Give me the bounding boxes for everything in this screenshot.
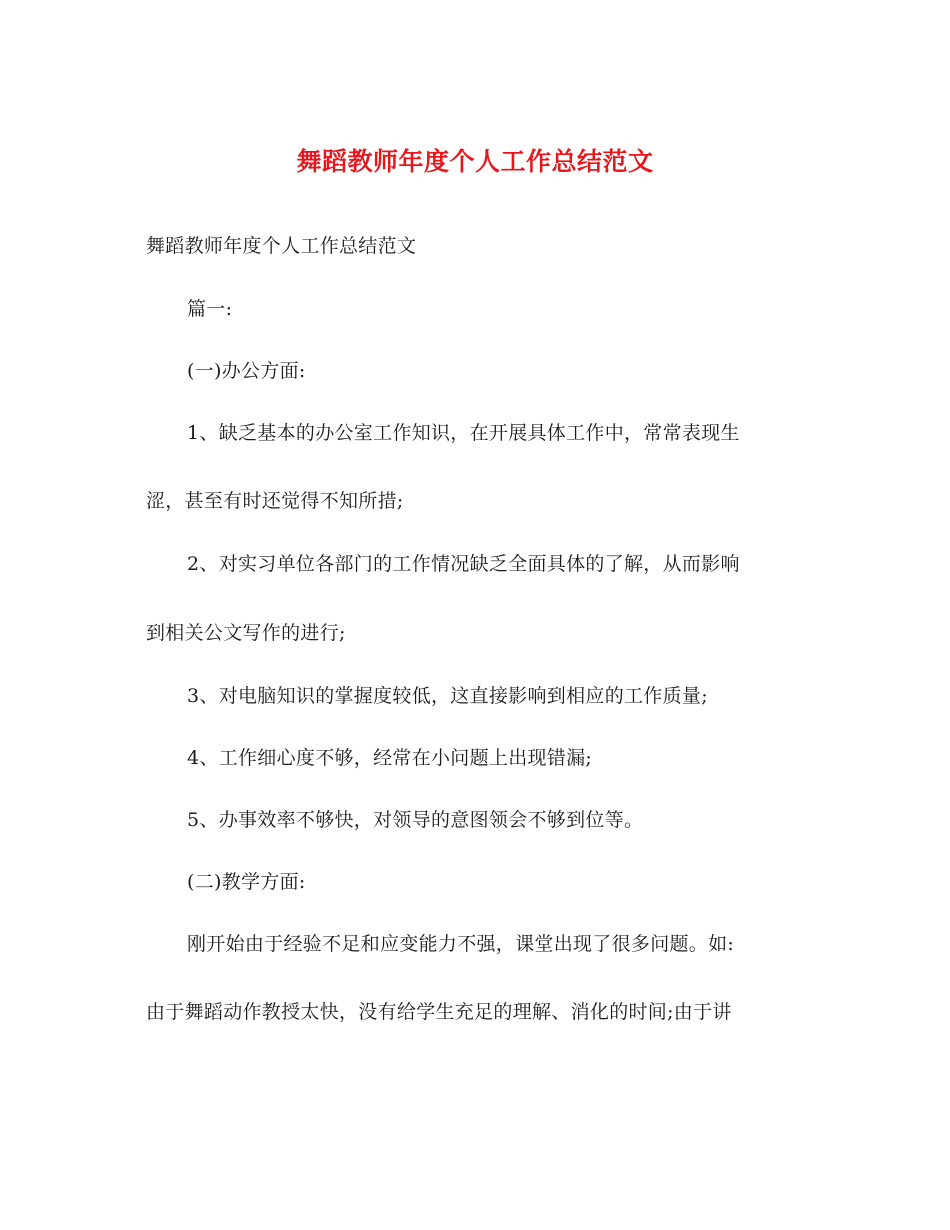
text-line-item-3: 3、对电脑知识的掌握度较低，这直接影响到相应的工作质量; <box>187 685 708 707</box>
text-line-item-1: 1、缺乏基本的办公室工作知识，在开展具体工作中，常常表现生 <box>187 422 740 444</box>
text-line-section-1: 篇一: <box>187 298 233 320</box>
text-line-paragraph-cont: 由于舞蹈动作教授太快，没有给学生充足的理解、消化的时间;由于讲 <box>146 1001 732 1023</box>
text-line-heading-teaching: (二)教学方面: <box>187 871 306 893</box>
document-title: 舞蹈教师年度个人工作总结范文 <box>296 147 654 176</box>
text-line-item-1-cont: 涩，甚至有时还觉得不知所措; <box>146 490 404 512</box>
text-line-subtitle: 舞蹈教师年度个人工作总结范文 <box>146 235 417 257</box>
text-line-heading-office: (一)办公方面: <box>187 360 306 382</box>
text-line-paragraph: 刚开始由于经验不足和应变能力不强，课堂出现了很多问题。如: <box>187 933 735 955</box>
text-line-item-5: 5、办事效率不够快，对领导的意图领会不够到位等。 <box>187 809 644 831</box>
text-line-item-4: 4、工作细心度不够，经常在小问题上出现错漏; <box>187 747 593 769</box>
text-line-item-2-cont: 到相关公文写作的进行; <box>146 622 346 644</box>
text-line-item-2: 2、对实习单位各部门的工作情况缺乏全面具体的了解，从而影响 <box>187 553 740 575</box>
